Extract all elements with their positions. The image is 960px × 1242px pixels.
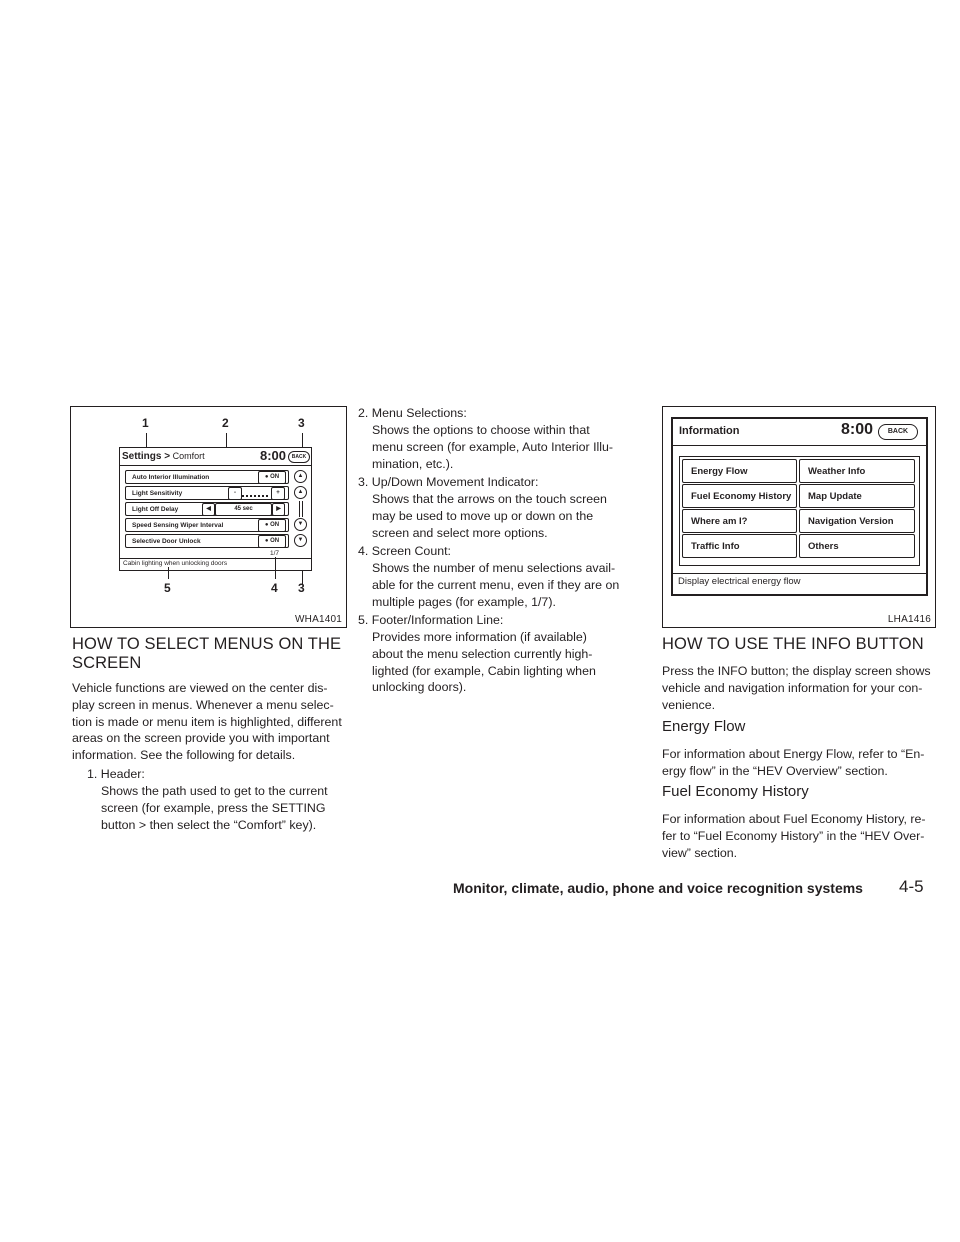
list-item-desc: Provides more information (if available) about the menu selection currently high- lighted (for example, Cabin lighting when unlocking doors). <box>372 630 596 695</box>
page-down-icon[interactable]: ▼ <box>294 518 307 531</box>
on-toggle-4[interactable]: ● ON <box>258 519 286 532</box>
menu-row-label: Light Off Delay <box>132 506 179 513</box>
callout-5: 5 <box>164 581 171 595</box>
energy-flow-button[interactable]: Energy Flow <box>682 459 797 483</box>
right-arrow-icon[interactable]: ▶ <box>272 503 285 516</box>
breadcrumb: Settings > <box>122 451 171 462</box>
section-heading: HOW TO USE THE INFO BUTTON <box>662 635 924 653</box>
left-arrow-icon[interactable]: ◀ <box>202 503 215 516</box>
others-button[interactable]: Others <box>799 534 915 558</box>
menu-row-label: Light Sensitivity <box>132 490 183 497</box>
on-toggle-5[interactable]: ● ON <box>258 535 286 548</box>
back-button[interactable]: BACK <box>288 451 310 463</box>
screen-header <box>122 451 205 462</box>
list-item-desc: Shows the path used to get to the current screen (for example, press the SETTING button > then select the “Comfort” key). <box>101 784 328 832</box>
callout-4: 4 <box>271 581 278 595</box>
footer-divider <box>120 558 311 559</box>
intro-paragraph: Press the INFO button; the display screen shows vehicle and navigation information for your con- venience. <box>662 664 931 712</box>
back-button[interactable]: BACK <box>878 424 918 440</box>
figure-code: WHA1401 <box>295 614 342 625</box>
sensitivity-level-bar <box>242 491 268 497</box>
energy-flow-paragraph: For information about Energy Flow, refer to “En- ergy flow” in the “HEV Overview” section. <box>662 747 925 778</box>
figure-info-screen <box>662 406 936 628</box>
traffic-info-button[interactable]: Traffic Info <box>682 534 797 558</box>
callout-3-bottom: 3 <box>298 581 305 595</box>
fuel-economy-history-button[interactable]: Fuel Economy History <box>682 484 797 508</box>
menu-row-label: Auto Interior Illumination <box>132 474 210 481</box>
page-footer-title: Monitor, climate, audio, phone and voice recognition systems <box>453 880 863 896</box>
plus-button[interactable]: + <box>271 487 285 500</box>
on-toggle-1[interactable]: ● ON <box>258 471 286 484</box>
list-item-title: 5. Footer/Information Line: <box>358 613 504 627</box>
where-am-i-button[interactable]: Where am I? <box>682 509 797 533</box>
clock: 8:00 <box>260 448 287 463</box>
information-screen <box>671 417 928 596</box>
breadcrumb-sub: Comfort <box>172 451 205 461</box>
list-item-title: 2. Menu Selections: <box>358 406 467 420</box>
list-item-title: 1. Header: <box>87 767 145 781</box>
delay-value: 45 sec <box>215 503 272 516</box>
map-update-button[interactable]: Map Update <box>799 484 915 508</box>
screen-footer: Cabin lighting when unlocking doors <box>123 560 228 567</box>
leader-line-5 <box>168 567 169 579</box>
intro-paragraph: Vehicle functions are viewed on the center dis- play screen in menus. Whenever a menu selec- tion is made or menu item is highlighted, different areas on the screen provide you with important information. See the following for details. <box>72 681 342 763</box>
clock: 8:00 <box>841 421 874 438</box>
page-count: 1/7 <box>270 550 280 557</box>
list-item-desc: Shows the options to choose within that menu screen (for example, Auto Interior Illu- mination, etc.). <box>372 423 614 471</box>
navigation-version-button[interactable]: Navigation Version <box>799 509 915 533</box>
page-number: 4-5 <box>899 877 924 896</box>
callout-1: 1 <box>142 416 149 430</box>
list-item-title: 4. Screen Count: <box>358 544 451 558</box>
list-item-title: 3. Up/Down Movement Indicator: <box>358 475 539 489</box>
callout-3-top: 3 <box>298 416 305 430</box>
list-item-desc: Shows that the arrows on the touch screen may be used to move up or down on the screen and select more options. <box>372 492 607 540</box>
callout-2: 2 <box>222 416 229 430</box>
minus-button[interactable]: - <box>228 487 242 500</box>
list-item-desc: Shows the number of menu selections avail- able for the current menu, even if they are on multiple pages (for example, 1/7). <box>372 561 620 609</box>
scroll-up-icon[interactable]: ▲ <box>294 470 307 483</box>
footer-divider <box>673 573 926 574</box>
screen-footer: Display electrical energy flow <box>678 576 801 587</box>
menu-row-label: Selective Door Unlock <box>132 538 201 545</box>
subheading-energy-flow: Energy Flow <box>662 718 746 735</box>
figure-settings-screen <box>70 406 347 628</box>
page-up-icon[interactable]: ▲ <box>294 486 307 499</box>
menu-row-label: Speed Sensing Wiper Interval <box>132 522 224 529</box>
figure-code: LHA1416 <box>887 614 931 625</box>
weather-info-button[interactable]: Weather Info <box>799 459 915 483</box>
header-divider <box>120 465 311 466</box>
fuel-economy-paragraph: For information about Fuel Economy History, re- fer to “Fuel Economy History” in the “HEV Over- view” section. <box>662 812 926 860</box>
scroll-down-icon[interactable]: ▼ <box>294 534 307 547</box>
screen-title: Information <box>679 425 740 437</box>
header-divider <box>673 445 926 446</box>
settings-screen <box>119 447 312 571</box>
subheading-fuel-economy-history: Fuel Economy History <box>662 783 809 800</box>
section-heading: HOW TO SELECT MENUS ON THE SCREEN <box>72 635 342 672</box>
leader-line-4 <box>275 557 276 579</box>
scrollbar-track[interactable] <box>299 501 303 517</box>
